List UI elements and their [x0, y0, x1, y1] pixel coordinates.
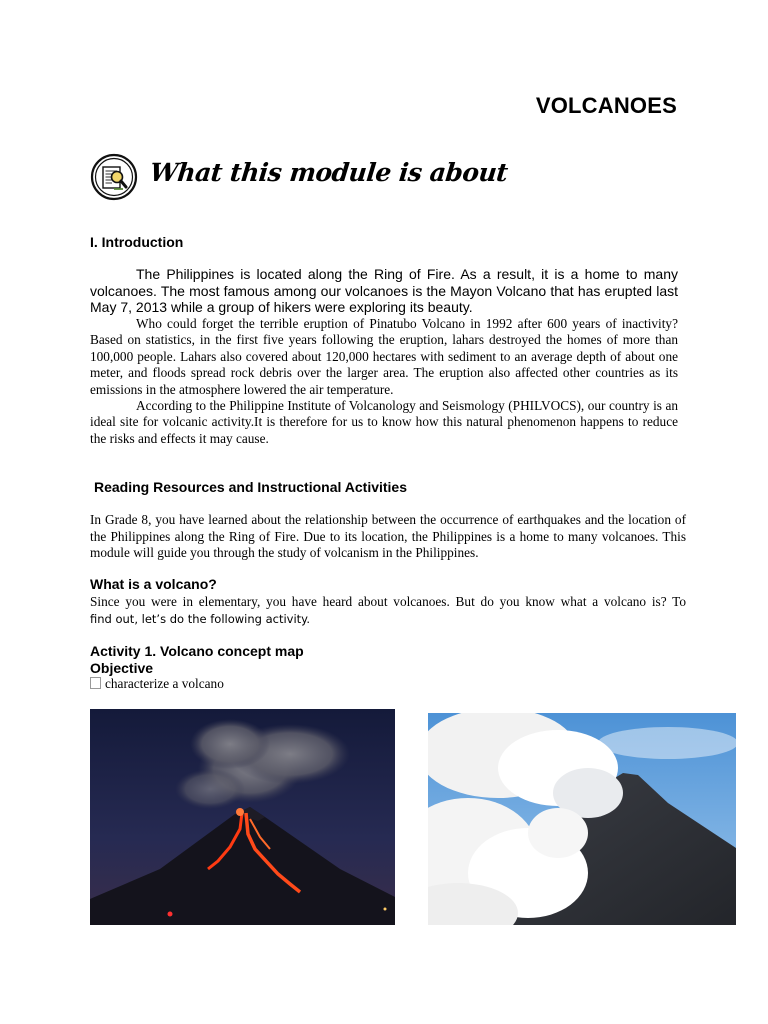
activity-title: Activity 1. Volcano concept map — [90, 643, 304, 659]
bullet-box-icon — [90, 677, 101, 689]
objective-label: Objective — [90, 660, 154, 676]
intro-paragraph-3: According to the Philippine Institute of Volcanology and Seismology (PHILVOCS), our country is an ideal site for volcanic activity.It is therefore for us to know how this natural phenomenon happens to reduce the risks and effects it may cause. — [90, 398, 678, 446]
intro-paragraph-2: Who could forget the terrible eruption of Pinatubo Volcano in 1992 after 600 years of inactivity? Based on statistics, in the first five years following the eruption, lahars destroyed the homes of more than 100,000 people. Lahars also covered about 120,000 hectares with sediment to an average depth of about one meter, and floods spread rock debris over the larger area. The eruption also affected other countries as its emissions in the atmosphere lowered the air temperature. — [90, 316, 678, 397]
mayon-daylight-photo — [428, 713, 736, 925]
introduction-heading: I. Introduction — [90, 234, 184, 250]
what-is-volcano-paragraph — [90, 594, 686, 627]
document-magnifier-icon — [90, 153, 138, 201]
what-is-volcano-heading: What is a volcano? — [90, 576, 217, 592]
reading-paragraph: In Grade 8, you have learned about the relationship between the occurrence of earthquakes and the location of the Philippines along the Ring of Fire. Due to its location, the Philippines is a home to many volcanoes. This module will guide you through the study of volcanism in the Philippines. — [90, 512, 686, 561]
mayon-night-eruption-photo — [90, 709, 395, 925]
what-is-volcano-line-2: find out, let’s do the following activity. — [90, 611, 310, 626]
reading-resources-heading: Reading Resources and Instructional Activities — [94, 479, 408, 495]
objective-item-text: characterize a volcano — [105, 676, 224, 691]
module-heading: What this module is about — [148, 158, 509, 187]
intro-paragraph-1: The Philippines is located along the Ring of Fire. As a result, it is a home to many volcanoes. The most famous among our volcanoes is the Mayon Volcano that has erupted last May 7, 2013 while a group of hikers were exploring its beauty. — [90, 266, 678, 315]
objective-list-item — [90, 676, 224, 692]
activity-heading — [90, 643, 304, 677]
what-is-volcano-line-1: Since you were in elementary, you have heard about volcanoes. But do you know what a volcano is? To — [90, 594, 686, 609]
page-title: VOLCANOES — [535, 93, 677, 118]
